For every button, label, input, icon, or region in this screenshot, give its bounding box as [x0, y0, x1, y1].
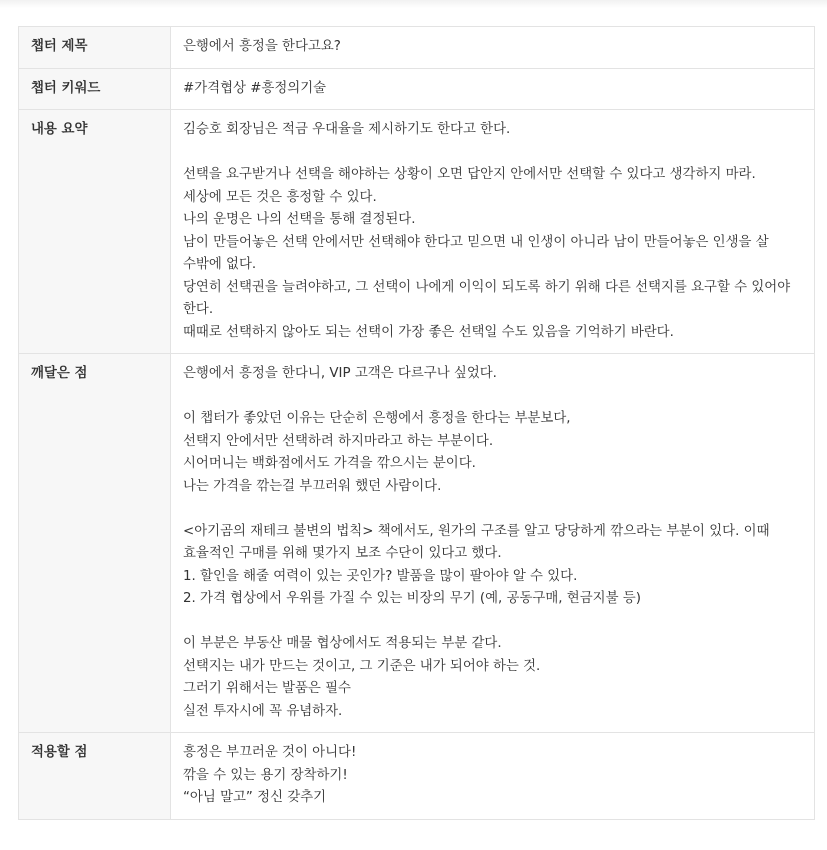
row-content [171, 68, 815, 110]
text-line: 은행에서 흥정을 한다니, VIP 고객은 다르구나 싶었다. [183, 366, 497, 381]
row-label: 챕터 제목 [19, 27, 171, 69]
text-line: 2. 가격 협상에서 우위를 가질 수 있는 비장의 무기 (예, 공동구매, 현금지불 등) [183, 591, 641, 606]
text-line: <아기곰의 재테크 불변의 법칙> 책에서도, 원가의 구조를 알고 당당하게 깎으라는 부분이 있다. 이때 효율적인 구매를 위해 몇가지 보조 수단이 있다고 했다. [183, 523, 770, 561]
text-line: 실전 투자시에 꼭 유념하자. [183, 703, 343, 719]
text-line: 당연히 선택권을 늘려야하고, 그 선택이 나에게 이익이 되도록 하기 위해 다른 선택지를 요구할 수 있어야 한다. [183, 279, 791, 317]
blank-line [183, 386, 806, 409]
text-line: 세상에 모든 것은 흥정할 수 있다. [183, 189, 377, 205]
row-realizations [19, 354, 815, 733]
text-line: 때때로 선택하지 않아도 되는 선택이 가장 좋은 선택일 수도 있음을 기억하기 바란다. [183, 324, 674, 340]
text-line: 1. 할인을 해줄 여력이 있는 곳인가? 발품을 많이 팔아야 알 수 있다. [183, 568, 578, 584]
text-line: 은행에서 흥정을 한다고요? [183, 39, 341, 54]
blank-line [183, 611, 806, 634]
row-label: 깨달은 점 [19, 354, 171, 733]
text-line: “아님 말고” 정신 갖추기 [183, 790, 327, 805]
blank-line [183, 142, 806, 165]
top-edge-shadow [0, 0, 827, 8]
text-line: 나는 가격을 깎는걸 부끄러워 했던 사람이다. [183, 478, 442, 494]
summary-table-body [19, 27, 815, 820]
text-line: 그러기 위해서는 발품은 필수 [183, 681, 351, 696]
text-line: 이 챕터가 좋았던 이유는 단순히 은행에서 흥정을 한다는 부분보다, [183, 411, 571, 426]
chapter-summary-table [18, 26, 815, 820]
text-line: 시어머니는 백화점에서도 가격을 깎으시는 분이다. [183, 456, 476, 471]
row-chapter-title [19, 27, 815, 69]
row-content [171, 354, 815, 733]
text-line: 이 부분은 부동산 매물 협상에서도 적용되는 부분 같다. [183, 636, 502, 651]
text-line: 흥정은 부끄러운 것이 아니다! [183, 745, 357, 760]
text-line: 선택지 안에서만 선택하려 하지마라고 하는 부분이다. [183, 433, 494, 449]
text-line: 남이 만들어놓은 선택 안에서만 선택해야 한다고 믿으면 내 인생이 아니라 남이 만들어놓은 인생을 살 수밖에 없다. [183, 234, 769, 272]
text-line: #가격협상 #흥정의기술 [183, 80, 327, 96]
row-application [19, 733, 815, 820]
row-label: 적용할 점 [19, 733, 171, 820]
row-content [171, 110, 815, 354]
text-line: 김승호 회장님은 적금 우대율을 제시하기도 한다고 한다. [183, 122, 511, 137]
blank-line [183, 498, 806, 521]
row-label: 내용 요약 [19, 110, 171, 354]
text-line: 깎을 수 있는 용기 장착하기! [183, 767, 348, 783]
row-content-summary [19, 110, 815, 354]
text-line: 선택지는 내가 만드는 것이고, 그 기준은 내가 되어야 하는 것. [183, 658, 541, 674]
text-line: 선택을 요구받거나 선택을 해야하는 상황이 오면 답안지 안에서만 선택할 수 있다고 생각하지 마라. [183, 167, 756, 182]
row-content [171, 27, 815, 69]
row-content [171, 733, 815, 820]
row-chapter-keywords [19, 68, 815, 110]
row-label: 챕터 키워드 [19, 68, 171, 110]
text-line: 나의 운명은 나의 선택을 통해 결정된다. [183, 212, 416, 227]
